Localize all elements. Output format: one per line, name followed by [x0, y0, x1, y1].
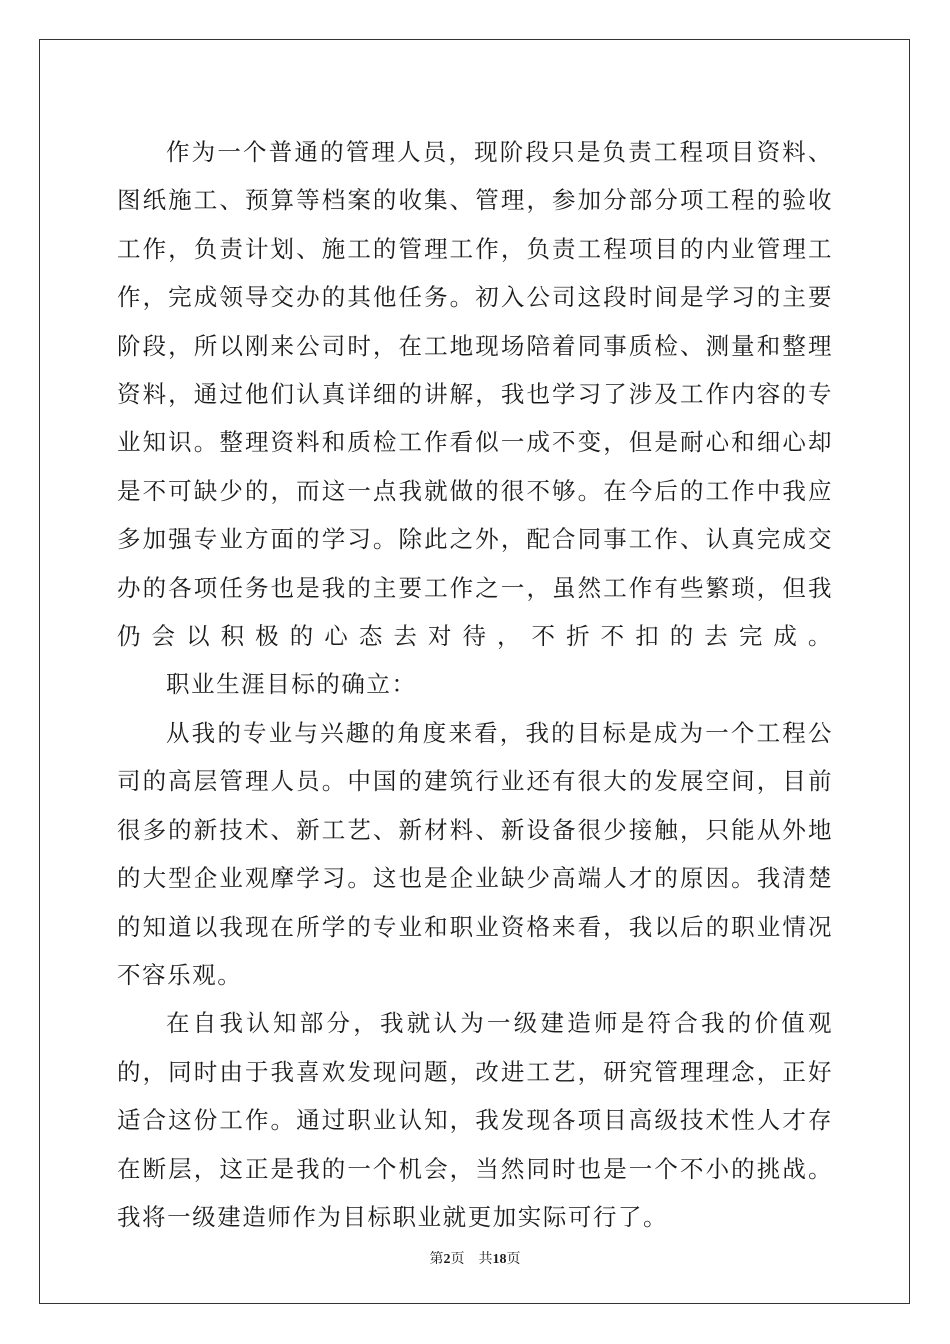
- footer-page-number: 2: [443, 1252, 451, 1267]
- section-heading-career-goal: 职业生涯目标的确立：: [166, 670, 417, 699]
- paragraph-work-duties: 作为一个普通的管理人员，现阶段只是负责工程项目资料、图纸施工、预算等档案的收集、管理，参加分部分项工程的验收工作，负责计划、施工的管理工作，负责工程项目的内业管理工作，完成领导交办的其他任务。初入公司这段时间是学习的主要阶段，所以刚来公司时，在工地现场陪着同事质检、测量和整理资料，通过他们认真详细的讲解，我也学习了涉及工作内容的专业知识。整理资料和质检工作看似一成不变，但是耐心和细心却是不可缺少的，而这一点我就做的很不够。在今后的工作中我应多加强专业方面的学习。除此之外，配合同事工作、认真完成交办的各项任务也是我的主要工作之一，虽然工作有些繁琐，但我仍会以积极的心态去对待，不折不扣的去完成。: [117, 138, 833, 651]
- footer-prefix: 第: [429, 1251, 444, 1267]
- paragraph-self-awareness: 在自我认知部分，我就认为一级建造师是符合我的价值观的，同时由于我喜欢发现问题，改进工艺，研究管理理念，正好适合这份工作。通过职业认知，我发现各项目高级技术性人才存在断层，这正是我的一个机会，当然同时也是一个不小的挑战。我将一级建造师作为目标职业就更加实际可行了。: [117, 1009, 833, 1231]
- page-footer: [0, 1248, 950, 1268]
- footer-total-prefix: 共: [478, 1251, 493, 1267]
- document-body: [117, 128, 833, 1241]
- footer-total-pages: 18: [492, 1252, 507, 1267]
- footer-page-suffix: 页: [450, 1251, 465, 1267]
- paragraph-career-goal: 从我的专业与兴趣的角度来看，我的目标是成为一个工程公司的高层管理人员。中国的建筑行业还有很大的发展空间，目前很多的新技术、新工艺、新材料、新设备很少接触，只能从外地的大型企业观摩学习。这也是企业缺少高端人才的原因。我清楚的知道以我现在所学的专业和职业资格来看，我以后的职业情况不容乐观。: [117, 718, 833, 989]
- footer-total-suffix: 页: [506, 1251, 521, 1267]
